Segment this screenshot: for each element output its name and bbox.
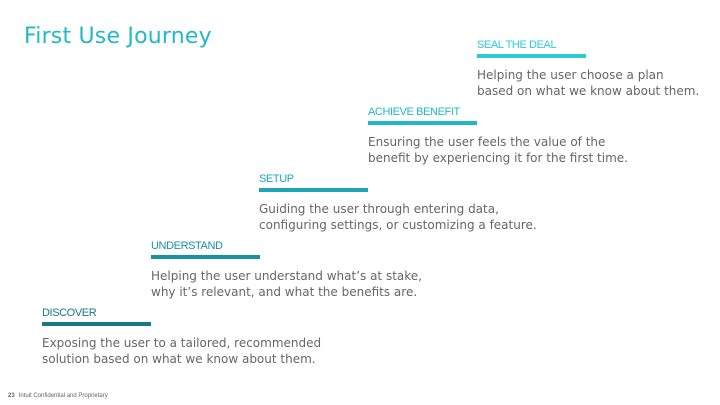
step-label: UNDERSTAND	[151, 240, 223, 252]
step-description-line: Ensuring the user feels the value of the	[368, 135, 606, 149]
journey-step-discover	[42, 307, 321, 367]
step-label: DISCOVER	[42, 307, 97, 319]
step-description	[368, 134, 628, 166]
step-description-line: configuring settings, or customizing a feature.	[259, 218, 537, 232]
step-description	[259, 201, 537, 233]
step-label: SEAL THE DEAL	[477, 39, 557, 51]
footer	[8, 393, 108, 399]
step-label: ACHIEVE BENEFIT	[368, 106, 460, 118]
step-bar	[42, 322, 151, 326]
step-description-line: benefit by experiencing it for the first time.	[368, 151, 628, 165]
step-description	[42, 335, 321, 367]
journey-step-setup	[259, 173, 537, 233]
step-description-line: solution based on what we know about them.	[42, 352, 316, 366]
step-description	[477, 67, 699, 99]
journey-step-seal-the-deal	[477, 39, 699, 99]
step-description-line: Exposing the user to a tailored, recommended	[42, 336, 322, 350]
page-title: First Use Journey	[24, 24, 212, 49]
step-description-line: Guiding the user through entering data,	[259, 202, 499, 216]
footer-text: Intuit Confidential and Proprietary	[18, 393, 108, 399]
journey-step-achieve-benefit	[368, 106, 628, 166]
step-label: SETUP	[259, 173, 294, 185]
journey-step-understand	[151, 240, 422, 300]
step-bar	[259, 188, 368, 192]
step-description-line: why it’s relevant, and what the benefits are.	[151, 285, 418, 299]
step-description-line: Helping the user choose a plan	[477, 68, 664, 82]
step-bar	[151, 255, 260, 259]
step-bar	[477, 54, 586, 58]
page-number: 23	[8, 393, 15, 399]
step-description	[151, 268, 422, 300]
step-description-line: Helping the user understand what’s at stake,	[151, 269, 422, 283]
step-bar	[368, 121, 477, 125]
step-description-line: based on what we know about them.	[477, 84, 700, 98]
